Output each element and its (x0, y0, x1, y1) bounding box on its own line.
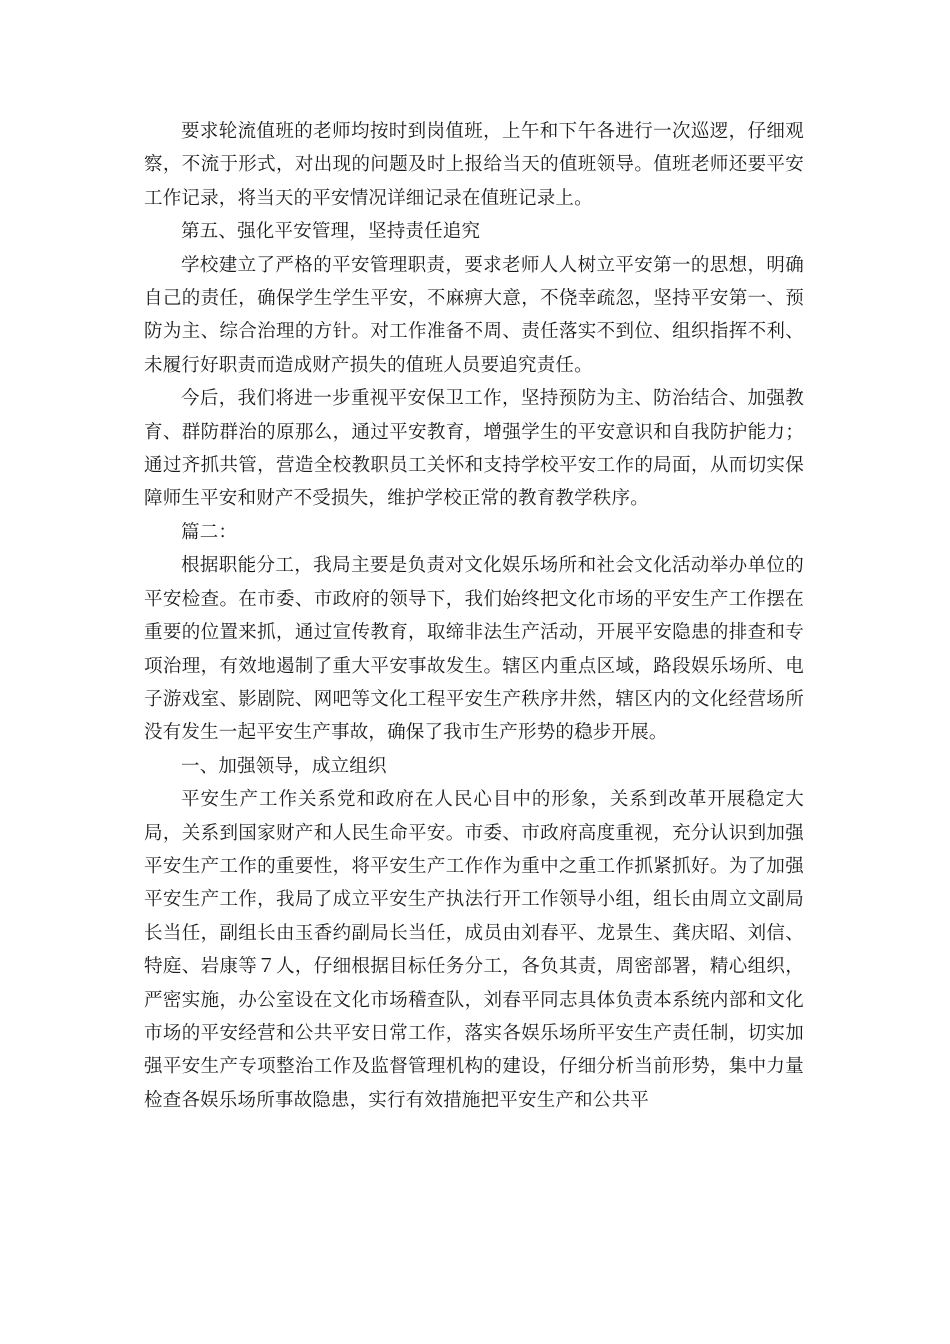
paragraph-duty-rotation: 要求轮流值班的老师均按时到岗值班，上午和下午各进行一次巡逻，仔细观察，不流于形式，对出现的问题及时上报给当天的值班领导。值班老师还要平安工作记录，将当天的平安情况详细记录在值班记录上。 (144, 121, 804, 209)
paragraph-future-plans: 今后，我们将进一步重视平安保卫工作，坚持预防为主、防治结合、加强教育、群防群治的原那么，通过平安教育，增强学生的平安意识和自我防护能力；通过齐抓共管，营造全校教职员工关怀和支持学校平安工作的局面，从而切实保障师生平安和财产不受损失，维护学校正常的教育教学秩序。 (144, 388, 804, 510)
heading-part-two: 篇二： (181, 521, 238, 543)
heading-section-five: 第五、强化平安管理，坚持责任追究 (181, 221, 481, 243)
heading-leadership: 一、加强领导，成立组织 (181, 755, 387, 777)
paragraph-responsibility: 学校建立了严格的平安管理职责，要求老师人人树立平安第一的思想，明确自己的责任，确保学生学生平安，不麻痹大意，不侥幸疏忽，坚持平安第一、预防为主、综合治理的方针。对工作准备不周、责任落实不到位、组织指挥不利、未履行好职责而造成财产损失的值班人员要追究责任。 (144, 254, 804, 376)
paragraph-organization: 平安生产工作关系党和政府在人民心目中的形象，关系到改革开展稳定大局，关系到国家财产和人民生命平安。市委、市政府高度重视，充分认识到加强平安生产工作的重要性，将平安生产工作作为重中之重工作抓紧抓好。为了加强平安生产工作，我局了成立平安生产执法行开工作领导小组，组长由周立文副局长当任，副组长由玉香约副局长当任，成员由刘春平、龙景生、龚庆昭、刘信、特庭、岩康等７人，仔细根据目标任务分工，各负其责，周密部署，精心组织，严密实施，办公室设在文化市场稽查队，刘春平同志具体负责本系统内部和文化市场的平安经营和公共平安日常工作，落实各娱乐场所平安生产责任制，切实加强平安生产专项整治工作及监督管理机构的建设，仔细分析当前形势，集中力量检查各娱乐场所事故隐患，实行有效措施把平安生产和公共平 (144, 789, 804, 1111)
document-body (144, 115, 804, 1117)
paragraph-bureau-duties: 根据职能分工，我局主要是负责对文化娱乐场所和社会文化活动举办单位的平安检查。在市委、市政府的领导下，我们始终把文化市场的平安生产工作摆在重要的位置来抓，通过宣传教育，取缔非法生产活动，开展平安隐患的排查和专项治理，有效地遏制了重大平安事故发生。辖区内重点区域，路段娱乐场所、电子游戏室、影剧院、网吧等文化工程平安生产秩序井然，辖区内的文化经营场所没有发生一起平安生产事故，确保了我市生产形势的稳步开展。 (144, 555, 804, 744)
